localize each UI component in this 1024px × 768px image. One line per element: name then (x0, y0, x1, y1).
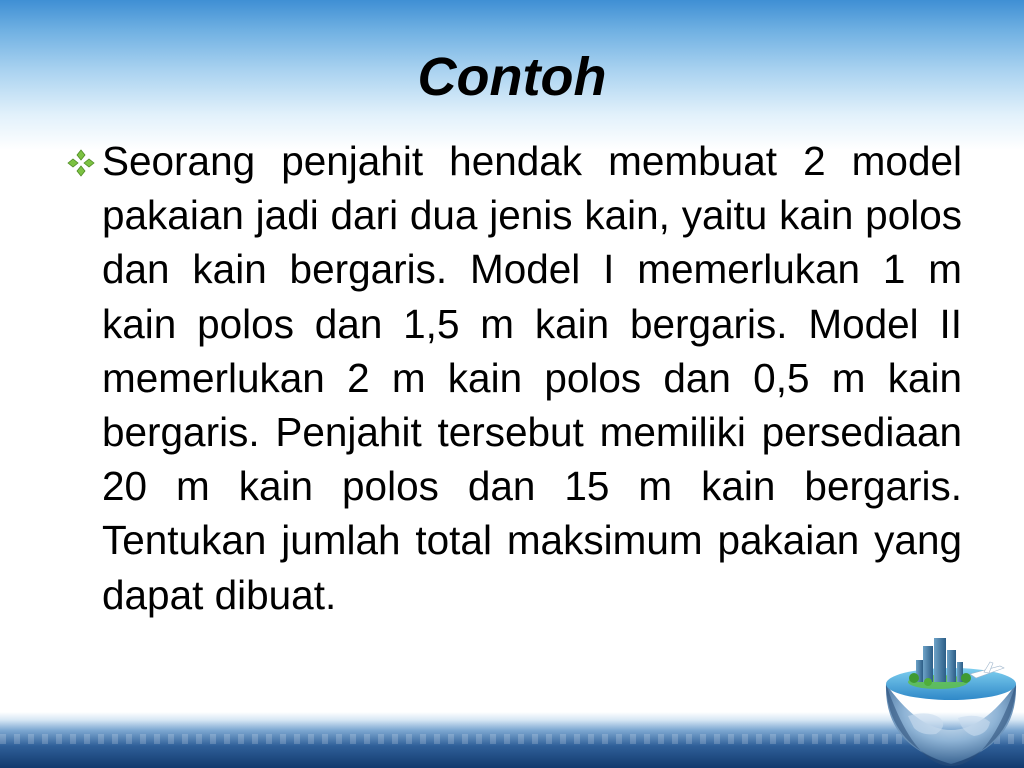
globe-city-icon (878, 626, 1024, 768)
bottom-band (0, 712, 1024, 768)
slide-body (64, 134, 962, 622)
body-paragraph: Seorang penjahit hendak membuat 2 model pakaian jadi dari dua jenis kain, yaitu kain polos dan kain bergaris. Model I memerlukan 1 m kain polos dan 1,5 m kain bergaris. Model II memerlukan 2 m kain polos dan 0,5 m kain bergaris. Penjahit tersebut memiliki persediaan 20 m kain polos dan 15 m kain bergaris. Tentukan jumlah total maksimum pakaian yang dapat dibuat. (102, 138, 962, 618)
diamond-bullet-icon (66, 148, 96, 178)
slide-title: Contoh (417, 47, 607, 107)
